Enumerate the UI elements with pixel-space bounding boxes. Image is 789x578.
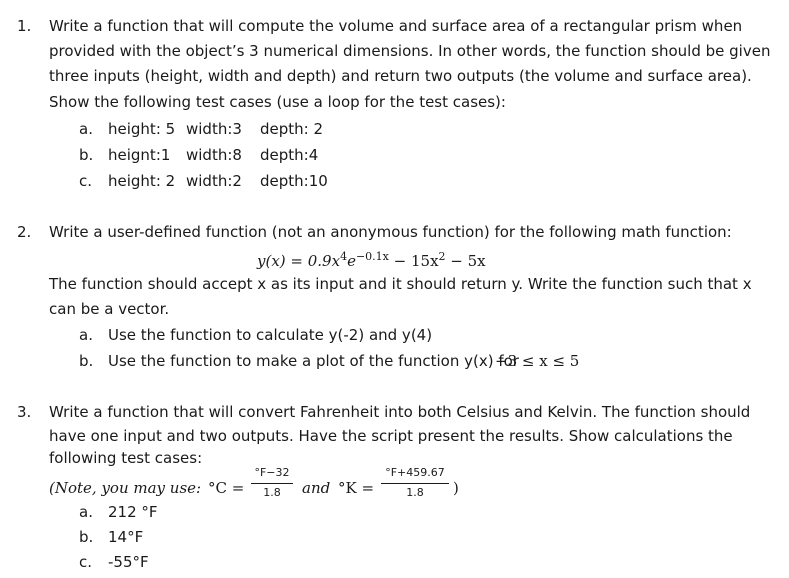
q3-item-c-letter: c.: [79, 553, 93, 571]
q1-number: 1.: [17, 17, 32, 35]
q2-item-a-letter: a.: [79, 326, 93, 344]
q3-celsius-lhs: °C =: [208, 479, 245, 497]
q2-line-2: The function should accept x as its input and it should return y. Write the function such that x: [49, 275, 752, 293]
q3-kelvin-numerator: °F+459.67: [385, 466, 445, 479]
q2-number: 2.: [17, 223, 32, 241]
q2-eq-exp-neg: −0.1x: [355, 250, 389, 263]
q3-kelvin-denominator: 1.8: [406, 486, 424, 499]
q3-celsius-numerator: °F−32: [254, 466, 290, 479]
q2-item-b-range: −3 ≤ x ≤ 5: [495, 352, 580, 370]
q2-eq-exp4: 4: [340, 250, 348, 263]
q3-item-b: 14°F: [108, 528, 144, 546]
q3-note-close: ): [453, 479, 459, 497]
q2-eq-e: e: [347, 252, 356, 270]
q2-eq-mid: − 15x: [388, 252, 439, 270]
q1-line-3: three inputs (height, width and depth) and return two outputs (the volume and surface area).: [49, 67, 752, 85]
q2-eq-lhs: y(x) = 0.9x: [257, 252, 341, 270]
q2-line-3: can be a vector.: [49, 300, 170, 318]
q3-kelvin-fraction-bar: [381, 483, 449, 484]
q3-item-a: 212 °F: [108, 503, 158, 521]
q2-item-b: Use the function to make a plot of the function y(x) for: [108, 352, 519, 370]
q1-item-b-letter: b.: [79, 146, 94, 164]
q1-item-a-width: width:3: [186, 120, 242, 138]
q2-line-1: Write a user-defined function (not an anonymous function) for the following math function:: [49, 223, 732, 241]
q1-line-2: provided with the object’s 3 numerical dimensions. In other words, the function should be given: [49, 42, 771, 60]
q3-note-prefix: (Note, you may use:: [49, 479, 202, 497]
q2-equation: [257, 248, 486, 270]
q3-item-b-letter: b.: [79, 528, 94, 546]
q1-line-1: Write a function that will compute the volume and surface area of a rectangular prism when: [49, 17, 743, 35]
q3-line-1: Write a function that will convert Fahrenheit into both Celsius and Kelvin. The function should: [49, 403, 751, 421]
q2-eq-end: − 5x: [445, 252, 486, 270]
q1-item-b-height: heignt:1: [108, 146, 171, 164]
q2-item-a: Use the function to calculate y(-2) and y(4): [108, 326, 433, 344]
q2-item-b-letter: b.: [79, 352, 94, 370]
q1-item-a-depth: depth: 2: [260, 120, 324, 138]
q3-line-2: have one input and two outputs. Have the script present the results. Show calculations the: [49, 427, 733, 445]
q3-kelvin-lhs: °K =: [338, 479, 375, 497]
q2-eq-exp2: 2: [438, 250, 446, 263]
q3-celsius-denominator: 1.8: [263, 486, 281, 499]
q3-item-a-letter: a.: [79, 503, 93, 521]
q1-item-b-depth: depth:4: [260, 146, 319, 164]
q1-item-c-height: height: 2: [108, 172, 176, 190]
q1-item-a-height: height: 5: [108, 120, 176, 138]
q3-line-3: following test cases:: [49, 449, 203, 467]
q3-and: and: [302, 479, 331, 497]
q1-item-b-width: width:8: [186, 146, 242, 164]
q3-item-c: -55°F: [108, 553, 149, 571]
q1-item-a-letter: a.: [79, 120, 93, 138]
q1-item-c-width: width:2: [186, 172, 242, 190]
q1-item-c-letter: c.: [79, 172, 93, 190]
q3-celsius-fraction-bar: [251, 483, 293, 484]
q3-number: 3.: [17, 403, 32, 421]
q1-item-c-depth: depth:10: [260, 172, 328, 190]
q1-line-4: Show the following test cases (use a loop for the test cases):: [49, 93, 506, 111]
